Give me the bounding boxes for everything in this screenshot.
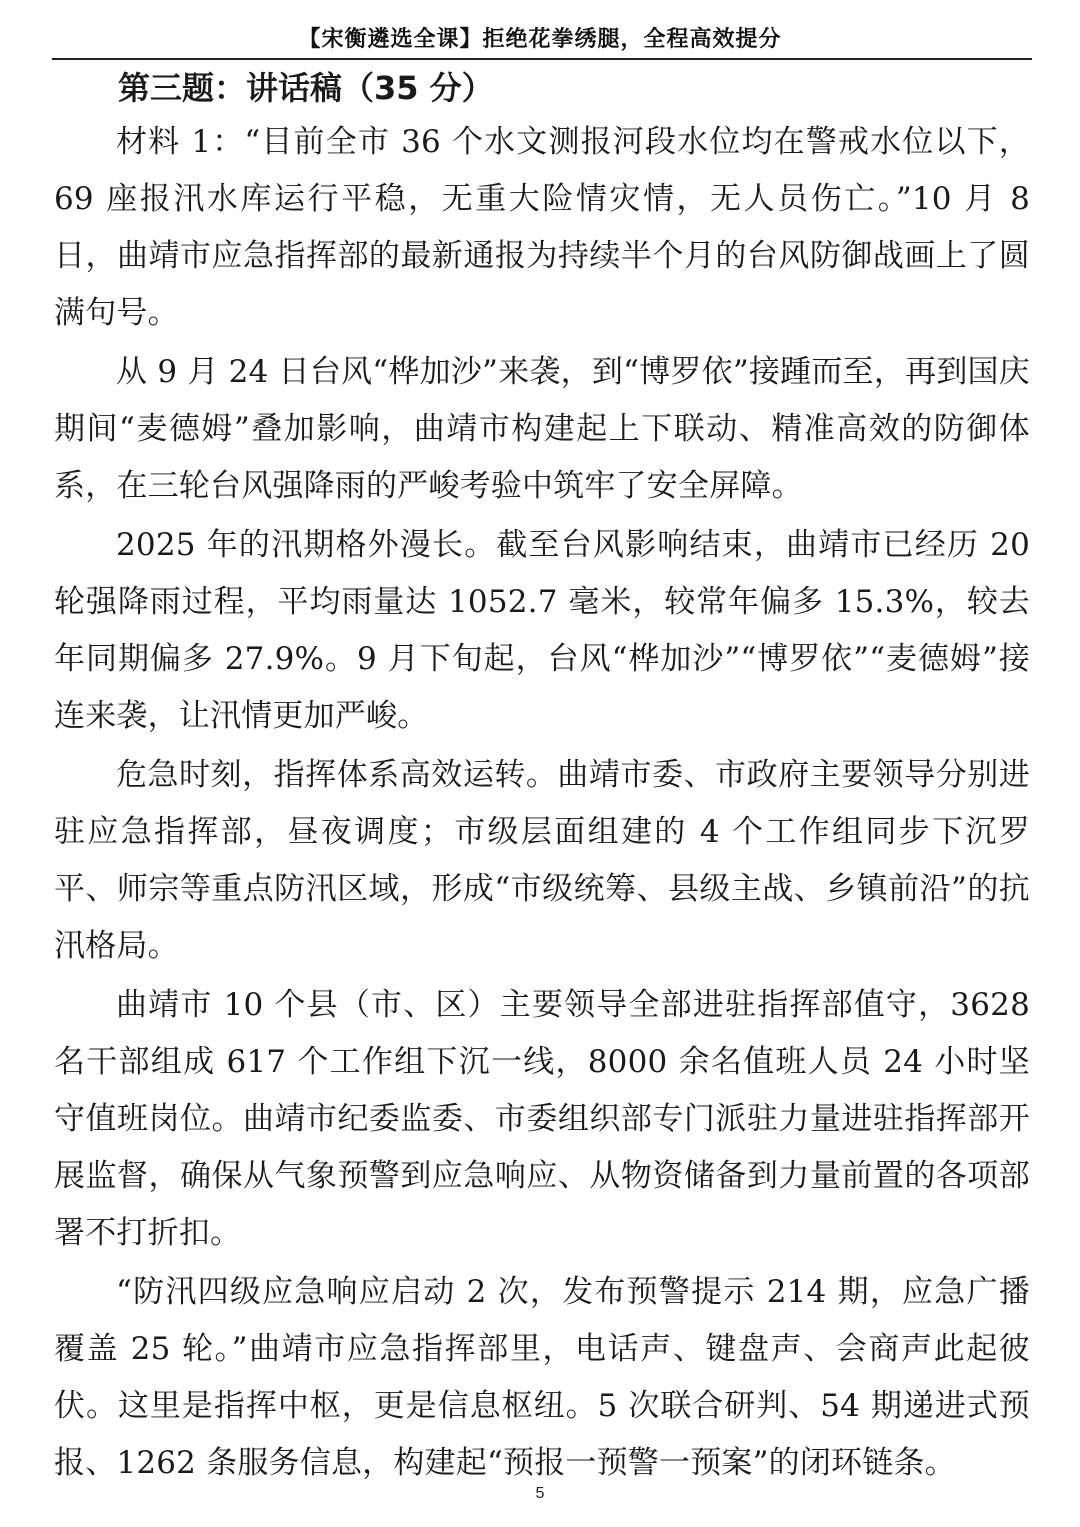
paragraph-6: “防汛四级应急响应启动 2 次，发布预警提示 214 期，应急广播覆盖 25 轮。”曲靖市应急指挥部里，电话声、键盘声、会商声此起彼伏。这里是指挥中枢，更是信息枢纽。5 次联合研判、54 期递进式预报、1262 条服务信息，构建起“预报一预警一预案”的闭环链条。	[54, 1274, 1030, 1481]
paragraph-4: 危急时刻，指挥体系高效运转。曲靖市委、市政府主要领导分别进驻应急指挥部，昼夜调度；市级层面组建的 4 个工作组同步下沉罗平、师宗等重点防汛区域，形成“市级统筹、县级主战、乡镇前沿”的抗汛格局。	[54, 757, 1030, 964]
page-header: 【宋衡遴选全课】拒绝花拳绣腿，全程高效提分	[298, 27, 782, 52]
section-heading: 第三题：讲话稿（35 分）	[118, 69, 494, 107]
document-body	[54, 66, 1030, 1494]
paragraph-3: 2025 年的汛期格外漫长。截至台风影响结束，曲靖市已经历 20 轮强降雨过程，平均雨量达 1052.7 毫米，较常年偏多 15.3%，较去年同期偏多 27.9%。9 月下旬起，台风“桦加沙”“博罗依”“麦德姆”接连来袭，让汛情更加严峻。	[54, 527, 1030, 734]
page-number: 5	[535, 1485, 545, 1502]
paragraph-2: 从 9 月 24 日台风“桦加沙”来袭，到“博罗依”接踵而至，再到国庆期间“麦德姆”叠加影响，曲靖市构建起上下联动、精准高效的防御体系，在三轮台风强降雨的严峻考验中筑牢了安全屏障。	[54, 354, 1030, 504]
paragraph-1: 材料 1：“目前全市 36 个水文测报河段水位均在警戒水位以下，69 座报汛水库运行平稳，无重大险情灾情，无人员伤亡。”10 月 8 日，曲靖市应急指挥部的最新通报为持续半个月的台风防御战画上了圆满句号。	[54, 124, 1030, 331]
paragraph-5: 曲靖市 10 个县（市、区）主要领导全部进驻指挥部值守，3628 名干部组成 617 个工作组下沉一线，8000 余名值班人员 24 小时坚守值班岗位。曲靖市纪委监委、市委组织部专门派驻力量进驻指挥部开展监督，确保从气象预警到应急响应、从物资储备到力量前置的各项部署不打折扣。	[54, 987, 1030, 1251]
header-divider	[52, 58, 1032, 60]
